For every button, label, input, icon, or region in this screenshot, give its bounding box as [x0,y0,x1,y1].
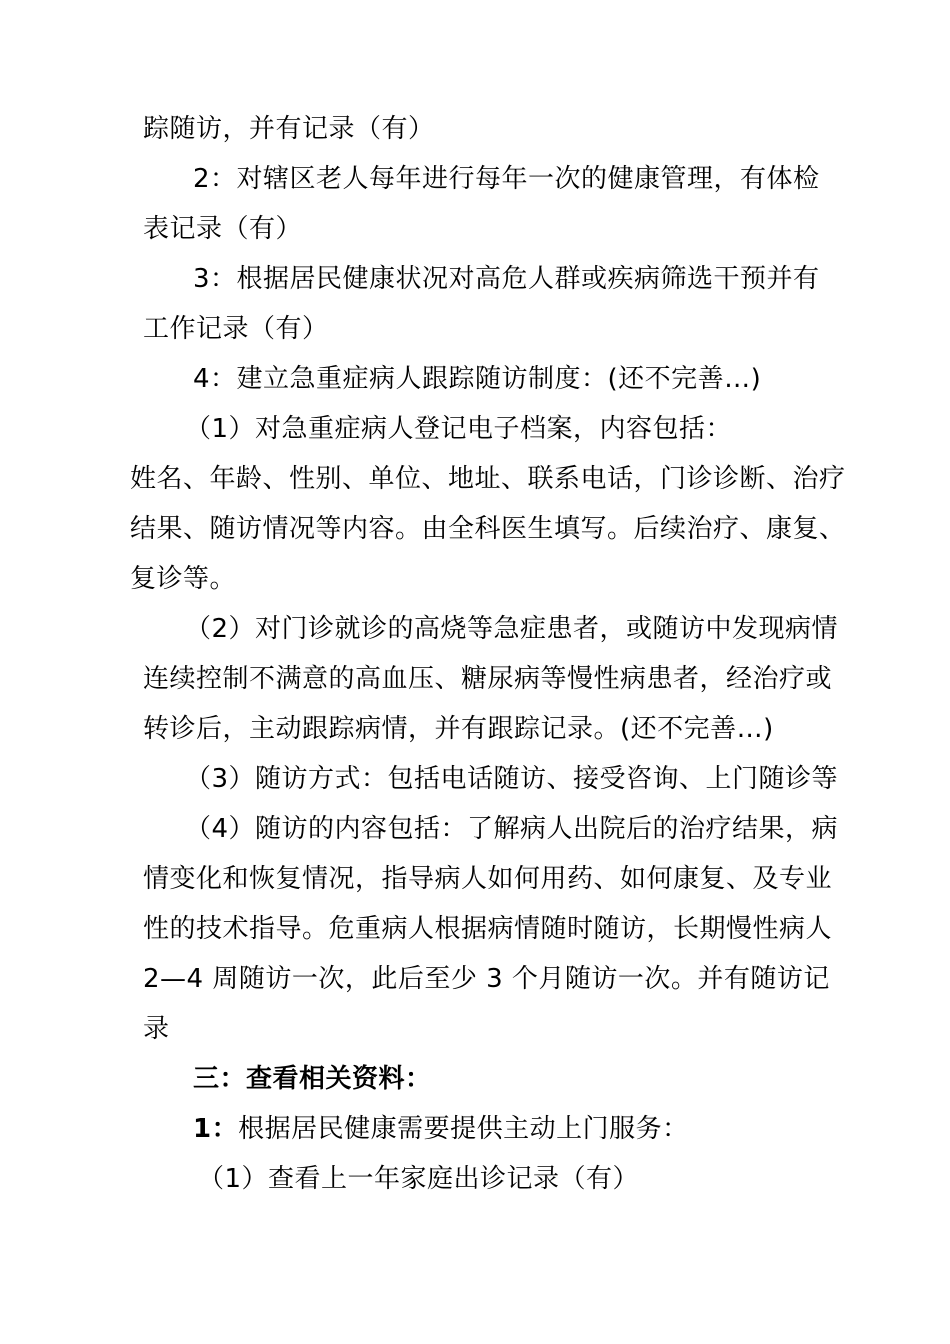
text-line-17: 性的技术指导。危重病人根据病情随时随访，长期慢性病人 [143,914,833,944]
text-line-19: 录 [143,1014,170,1044]
text-line-9: 结果、随访情况等内容。由全科医生填写。后续治疗、康复、 [130,514,846,544]
text-line-6: 4：建立急重症病人跟踪随访制度：(还不完善…) [193,364,762,394]
text-line-16: 情变化和恢复情况，指导病人如何用药、如何康复、及专业 [143,864,833,894]
text-line-12: 连续控制不满意的高血压、糖尿病等慢性病患者，经治疗或 [143,664,833,694]
text-line-11: （2）对门诊就诊的高烧等急症患者，或随访中发现病情 [185,614,839,644]
text-line-18: 2—4 周随访一次，此后至少 3 个月随访一次。并有随访记 [143,964,830,994]
text-line-10: 复诊等。 [130,564,237,594]
text-line-21 [193,1112,689,1146]
text-line-5: 工作记录（有） [143,314,329,344]
text-line-15: （4）随访的内容包括：了解病人出院后的治疗结果，病 [185,814,839,844]
text-line-3: 表记录（有） [143,214,303,244]
text-line-13: 转诊后，主动跟踪病情，并有跟踪记录。(还不完善…) [143,714,774,744]
text-line-2: 2：对辖区老人每年进行每年一次的健康管理，有体检 [193,164,820,194]
text-line-7: （1）对急重症病人登记电子档案，内容包括： [185,414,733,444]
text-line-4: 3：根据居民健康状况对高危人群或疾病筛选干预并有 [193,264,820,294]
section-heading: 三：查看相关资料： [193,1064,432,1094]
item-number-label: 1： [193,1114,239,1144]
item-text: 根据居民健康需要提供主动上门服务： [238,1114,689,1144]
text-line-22: （1）查看上一年家庭出诊记录（有） [198,1164,640,1194]
text-line-8: 姓名、年龄、性别、单位、地址、联系电话，门诊诊断、治疗 [130,464,846,494]
text-line-1: 踪随访，并有记录（有） [143,114,435,144]
text-line-14: （3）随访方式：包括电话随访、接受咨询、上门随诊等 [185,764,839,794]
